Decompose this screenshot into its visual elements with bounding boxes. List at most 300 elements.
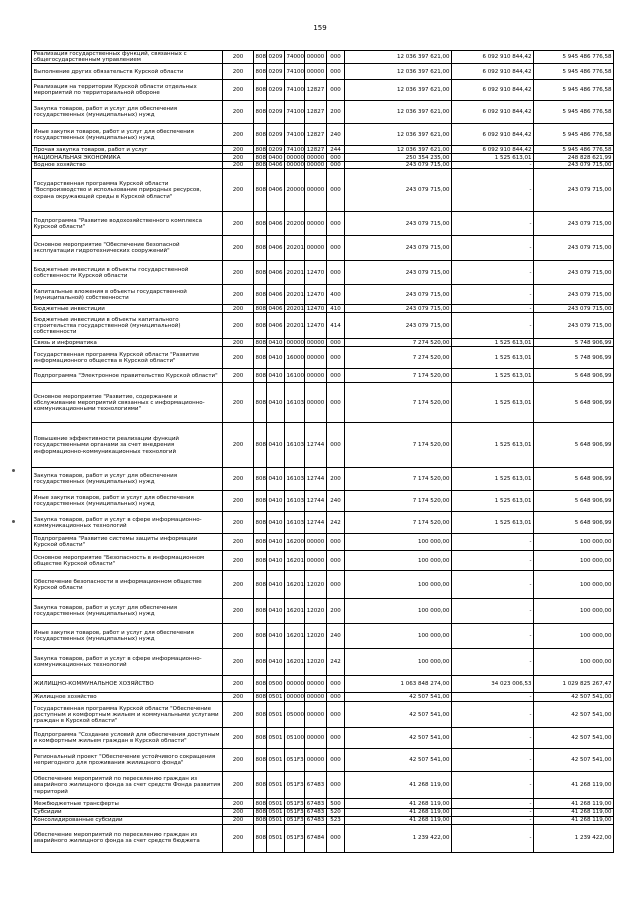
cell-ved: 808: [254, 599, 267, 624]
cell-s2: -: [452, 809, 534, 816]
cell-admin: 200: [223, 624, 254, 649]
cell-ved: 808: [254, 383, 267, 423]
cell-s2: 1 525 613,01: [452, 383, 534, 423]
cell-rz: 0410: [267, 468, 285, 491]
cell-rz: 0410: [267, 491, 285, 512]
cell-s1: 41 268 119,00: [345, 799, 452, 809]
cell-p2: 00000: [305, 702, 327, 728]
table-row: [32, 305, 614, 313]
cell-p2: 12470: [305, 261, 327, 285]
cell-vr: 000: [327, 369, 345, 383]
cell-ved: 808: [254, 80, 267, 101]
cell-s2: -: [452, 693, 534, 702]
cell-p1: 16103: [285, 512, 305, 534]
table-row: [32, 693, 614, 702]
cell-admin: 200: [223, 571, 254, 599]
cell-p1: 16201: [285, 571, 305, 599]
cell-admin: 200: [223, 162, 254, 169]
cell-s3: 100 000,00: [534, 551, 614, 571]
cell-admin: 200: [223, 80, 254, 101]
cell-s2: -: [452, 772, 534, 799]
cell-s3: 5 945 486 776,58: [534, 51, 614, 64]
cell-admin: 200: [223, 676, 254, 693]
cell-p1: 05000: [285, 702, 305, 728]
cell-s3: 42 507 541,00: [534, 728, 614, 749]
table-row: [32, 169, 614, 212]
cell-vr: 410: [327, 305, 345, 313]
cell-rz: 0501: [267, 749, 285, 772]
cell-ved: 808: [254, 512, 267, 534]
cell-ved: 808: [254, 649, 267, 676]
cell-s3: 42 507 541,00: [534, 749, 614, 772]
cell-p1: 20201: [285, 236, 305, 261]
cell-rz: 0209: [267, 124, 285, 146]
table-row: [32, 124, 614, 146]
cell-vr: 000: [327, 571, 345, 599]
cell-ved: 808: [254, 749, 267, 772]
cell-admin: 200: [223, 749, 254, 772]
cell-s3: 248 828 621,99: [534, 154, 614, 162]
cell-ved: 808: [254, 169, 267, 212]
cell-s3: 5 748 906,99: [534, 347, 614, 369]
cell-vr: 000: [327, 824, 345, 852]
cell-s2: -: [452, 551, 534, 571]
cell-vr: 520: [327, 809, 345, 816]
cell-ved: 808: [255, 154, 266, 161]
table-row: [32, 676, 614, 693]
cell-admin: 200: [223, 799, 254, 809]
table-row: [32, 534, 614, 551]
cell-rz: 0410: [267, 423, 285, 468]
cell-rz: 0209: [267, 80, 285, 101]
cell-ved: 808: [255, 694, 266, 701]
cell-s1: 1 063 848 274,00: [345, 676, 452, 693]
cell-name: Подпрограмма "Развитие водохозяйственного комплекса Курской области": [32, 212, 223, 236]
cell-p1: 74100: [285, 80, 305, 101]
cell-rz: 0410: [267, 369, 285, 383]
cell-ved: 808: [254, 64, 267, 80]
cell-p2: 00000: [305, 347, 327, 369]
cell-s3: 243 079 715,00: [534, 261, 614, 285]
cell-s2: -: [452, 816, 534, 824]
cell-admin: 200: [223, 64, 254, 80]
cell-s2: -: [452, 261, 534, 285]
cell-s3: 243 079 715,00: [534, 212, 614, 236]
cell-p1: 05100: [285, 728, 305, 749]
cell-admin: 200: [223, 512, 254, 534]
cell-p2: 12470: [305, 305, 327, 313]
cell-p2: 00000: [305, 51, 327, 64]
cell-rz: 0209: [267, 51, 285, 64]
cell-s3: 243 079 715,00: [534, 285, 614, 305]
cell-s1: 243 079 715,00: [345, 162, 452, 169]
cell-s1: 12 036 397 621,00: [345, 146, 452, 154]
cell-name: Бюджетные инвестиции: [32, 305, 223, 313]
cell-vr: 000: [327, 551, 345, 571]
cell-s3: 5 945 486 776,58: [534, 146, 614, 154]
cell-name: Иные закупки товаров, работ и услуг для обеспечения государственных (муниципальных) нужд: [32, 124, 223, 146]
table-row: [32, 599, 614, 624]
cell-s2: 1 525 613,01: [452, 491, 534, 512]
cell-vr: 400: [327, 285, 345, 305]
cell-s1: 41 268 119,00: [345, 816, 452, 824]
cell-name: Реализация государственных функций, связанных с общегосударственным управлением: [32, 51, 223, 64]
table-row: [32, 512, 614, 534]
cell-p1: 74100: [286, 146, 304, 153]
cell-rz: 0406: [267, 285, 285, 305]
cell-ved: 808: [254, 212, 267, 236]
cell-p2: 00000: [305, 693, 327, 702]
budget-table: [31, 50, 614, 853]
cell-p2: 00000: [305, 162, 327, 169]
cell-p1: 00000: [286, 339, 304, 346]
cell-vr: 000: [327, 423, 345, 468]
cell-s1: 12 036 397 621,00: [345, 80, 452, 101]
cell-admin: 200: [223, 154, 254, 162]
cell-name: Реализация на территории Курской области отдельных мероприятий по территориальной обороне: [32, 80, 223, 101]
cell-ved: 808: [254, 824, 267, 852]
table-row: [32, 236, 614, 261]
table-row: [32, 51, 614, 64]
cell-rz: 0501: [267, 772, 285, 799]
cell-admin: 200: [223, 383, 254, 423]
cell-p2: 12470: [305, 285, 327, 305]
cell-name: Государственная программа Курской области "Развитие информационного общества в Курской области": [32, 347, 223, 369]
cell-admin: 200: [223, 124, 254, 146]
cell-s3: 1 239 422,00: [534, 824, 614, 852]
cell-s1: 100 000,00: [345, 649, 452, 676]
cell-rz: 0501: [267, 728, 285, 749]
table-row: [32, 101, 614, 124]
cell-admin: 200: [223, 824, 254, 852]
cell-rz: 0410: [267, 383, 285, 423]
cell-s2: -: [452, 649, 534, 676]
cell-ved: 808: [254, 124, 267, 146]
cell-name: Закупка товаров, работ и услуг в сфере информационно-коммуникационных технологий: [32, 512, 223, 534]
cell-p1: 051F3: [285, 772, 305, 799]
cell-ved: 808: [254, 728, 267, 749]
cell-s1: 41 268 119,00: [345, 772, 452, 799]
cell-admin: 200: [223, 285, 254, 305]
cell-name: Основное мероприятие "Развитие, содержание и обслуживание мероприятий связанных с информационно-коммуникационными технологиями": [32, 383, 223, 423]
cell-name: Обеспечение мероприятий по переселению граждан из аварийного жилищного фонда за счет средств Фонда развития территорий: [32, 772, 223, 799]
cell-s3: 42 507 541,00: [534, 702, 614, 728]
cell-p1: 20201: [286, 305, 304, 312]
cell-vr: 000: [327, 162, 345, 169]
cell-name: Повышение эффективности реализации функций государственными органами за счет внедрения информационно-коммуникационных технологий: [32, 423, 223, 468]
cell-s2: 1 525 613,01: [452, 369, 534, 383]
cell-rz: 0410: [267, 347, 285, 369]
table-row: [32, 571, 614, 599]
cell-s1: 7 174 520,00: [345, 369, 452, 383]
cell-p1: 20000: [285, 169, 305, 212]
cell-p1: 051F3: [286, 817, 304, 824]
cell-p2: 12744: [305, 423, 327, 468]
cell-s2: -: [452, 285, 534, 305]
cell-vr: 000: [327, 676, 345, 693]
cell-s2: -: [452, 212, 534, 236]
cell-ved: 808: [254, 423, 267, 468]
cell-vr: 000: [327, 212, 345, 236]
cell-admin: 200: [223, 468, 254, 491]
cell-admin: 200: [223, 551, 254, 571]
cell-admin: 200: [223, 599, 254, 624]
cell-s1: 100 000,00: [345, 599, 452, 624]
cell-s3: 5 648 906,99: [534, 512, 614, 534]
cell-ved: 808: [255, 339, 266, 346]
cell-s1: 42 507 541,00: [345, 749, 452, 772]
cell-p1: 16201: [285, 599, 305, 624]
cell-p1: 20201: [285, 285, 305, 305]
cell-name: Обеспечение мероприятий по переселению граждан из аварийного жилищного фонда за счет средств бюджета: [32, 824, 223, 852]
cell-s3: 5 945 486 776,58: [534, 101, 614, 124]
cell-admin: 200: [223, 423, 254, 468]
cell-s2: 6 092 910 844,42: [452, 80, 534, 101]
table-row: [32, 468, 614, 491]
cell-p2: 00000: [305, 383, 327, 423]
cell-name: Выполнение других обязательств Курской области: [32, 64, 223, 80]
cell-s1: 7 174 520,00: [345, 423, 452, 468]
cell-ved: 808: [254, 261, 267, 285]
cell-ved: 808: [254, 236, 267, 261]
cell-name: Консолидированные субсидии: [32, 816, 223, 824]
cell-vr: 000: [327, 261, 345, 285]
cell-ved: 808: [254, 285, 267, 305]
cell-admin: 200: [223, 146, 254, 154]
cell-admin: 200: [223, 236, 254, 261]
cell-vr: 523: [327, 816, 345, 824]
cell-name: Капитальные вложения в объекты государственной (муниципальной) собственности: [32, 285, 223, 305]
cell-ved: 808: [254, 51, 267, 64]
cell-s3: 100 000,00: [534, 649, 614, 676]
cell-s1: 250 354 235,00: [345, 154, 452, 162]
table-row: [32, 339, 614, 347]
cell-vr: 000: [327, 728, 345, 749]
cell-p2: 00000: [305, 534, 327, 551]
cell-s3: 5 648 906,99: [534, 369, 614, 383]
cell-p2: 00000: [305, 154, 327, 162]
cell-name: Бюджетные инвестиции в объекты капитального строительства государственной (муниципальной) собственности: [32, 313, 223, 339]
cell-p1: 051F3: [286, 809, 304, 816]
cell-admin: 200: [223, 347, 254, 369]
cell-admin: 200: [223, 51, 254, 64]
cell-s1: 243 079 715,00: [345, 169, 452, 212]
cell-p1: 16103: [285, 423, 305, 468]
table-row: [32, 212, 614, 236]
cell-p2: 12020: [305, 599, 327, 624]
cell-vr: 000: [327, 702, 345, 728]
cell-ved: 808: [254, 624, 267, 649]
cell-s3: 243 079 715,00: [534, 169, 614, 212]
cell-ved: 808: [254, 534, 267, 551]
cell-admin: 200: [223, 313, 254, 339]
cell-vr: 000: [327, 749, 345, 772]
cell-p2: 00000: [305, 169, 327, 212]
cell-vr: 000: [327, 154, 345, 162]
cell-ved: 808: [254, 347, 267, 369]
cell-vr: 000: [327, 693, 345, 702]
cell-name: Основное мероприятие "Безопасность в информационном обществе Курской области": [32, 551, 223, 571]
cell-name: Обеспечение безопасности в информационном обществе Курской области: [32, 571, 223, 599]
cell-s2: -: [452, 313, 534, 339]
cell-s2: -: [452, 749, 534, 772]
cell-vr: 200: [327, 468, 345, 491]
cell-p1: 16103: [285, 491, 305, 512]
cell-s3: 1 029 825 267,47: [534, 676, 614, 693]
cell-p1: 20200: [285, 212, 305, 236]
cell-admin: 200: [223, 702, 254, 728]
cell-p2: 00000: [305, 749, 327, 772]
cell-s2: 6 092 910 844,42: [452, 146, 534, 154]
table-row: [32, 809, 614, 816]
cell-rz: 0209: [267, 64, 285, 80]
cell-ved: 808: [254, 571, 267, 599]
cell-rz: 0406: [268, 162, 283, 169]
cell-admin: 200: [223, 101, 254, 124]
cell-name: Закупка товаров, работ и услуг для обеспечения государственных (муниципальных) нужд: [32, 101, 223, 124]
cell-rz: 0410: [267, 534, 285, 551]
table-row: [32, 799, 614, 809]
cell-p1: 16100: [285, 369, 305, 383]
cell-s1: 7 174 520,00: [345, 383, 452, 423]
cell-ved: 808: [254, 313, 267, 339]
cell-s1: 12 036 397 621,00: [345, 64, 452, 80]
cell-s3: 243 079 715,00: [534, 313, 614, 339]
cell-admin: 200: [223, 809, 254, 816]
cell-s2: 1 525 613,01: [452, 154, 534, 162]
cell-rz: 0501: [268, 694, 283, 701]
cell-admin: 200: [223, 534, 254, 551]
cell-name: НАЦИОНАЛЬНАЯ ЭКОНОМИКА: [32, 154, 223, 162]
cell-s1: 7 174 520,00: [345, 468, 452, 491]
cell-s3: 5 945 486 776,58: [534, 124, 614, 146]
cell-s1: 12 036 397 621,00: [345, 124, 452, 146]
cell-ved: 808: [255, 305, 266, 312]
cell-vr: 244: [327, 146, 345, 154]
table-row: [32, 261, 614, 285]
cell-s2: 1 525 613,01: [452, 339, 534, 347]
table-row: [32, 491, 614, 512]
cell-s2: 1 525 613,01: [452, 347, 534, 369]
cell-vr: 000: [327, 383, 345, 423]
cell-s3: 100 000,00: [534, 571, 614, 599]
cell-admin: 200: [223, 649, 254, 676]
table-row: [32, 772, 614, 799]
cell-ved: 808: [255, 809, 266, 816]
cell-vr: 240: [327, 491, 345, 512]
cell-vr: 200: [327, 599, 345, 624]
cell-p2: 12020: [305, 649, 327, 676]
cell-s2: -: [452, 799, 534, 809]
cell-s1: 100 000,00: [345, 534, 452, 551]
cell-s1: 7 174 520,00: [345, 512, 452, 534]
cell-s1: 12 036 397 621,00: [345, 51, 452, 64]
cell-admin: 200: [223, 816, 254, 824]
cell-p1: 16200: [285, 534, 305, 551]
cell-s3: 41 268 119,00: [534, 772, 614, 799]
cell-ved: 808: [255, 146, 266, 153]
cell-s1: 243 079 715,00: [345, 285, 452, 305]
cell-p2: 12827: [305, 101, 327, 124]
cell-p2: 12470: [305, 313, 327, 339]
cell-ved: 808: [254, 676, 267, 693]
cell-ved: 808: [254, 772, 267, 799]
cell-ved: 808: [254, 491, 267, 512]
scan-mark: [12, 520, 15, 523]
cell-name: Государственная программа Курской области "Обеспечение доступным и комфортным жильем и коммунальными услугами граждан в Курской области": [32, 702, 223, 728]
cell-p1: 20201: [285, 313, 305, 339]
cell-rz: 0501: [267, 702, 285, 728]
cell-s2: 6 092 910 844,42: [452, 124, 534, 146]
cell-p2: 12744: [305, 468, 327, 491]
cell-s1: 7 274 520,00: [345, 347, 452, 369]
cell-s2: -: [452, 534, 534, 551]
cell-s3: 243 079 715,00: [534, 305, 614, 313]
cell-p1: 74100: [285, 64, 305, 80]
cell-vr: 414: [327, 313, 345, 339]
cell-vr: 000: [327, 80, 345, 101]
cell-s2: -: [452, 728, 534, 749]
cell-rz: 0500: [267, 676, 285, 693]
cell-name: Связь и информатика: [32, 339, 223, 347]
cell-p2: 00000: [305, 212, 327, 236]
page-number: 159: [313, 24, 327, 32]
cell-s1: 42 507 541,00: [345, 693, 452, 702]
cell-p1: 20201: [285, 261, 305, 285]
table-row: [32, 728, 614, 749]
cell-admin: 200: [223, 212, 254, 236]
cell-ved: 808: [254, 799, 267, 809]
cell-name: Иные закупки товаров, работ и услуг для обеспечения государственных (муниципальных) нужд: [32, 624, 223, 649]
cell-s1: 243 079 715,00: [345, 305, 452, 313]
cell-s2: 34 023 006,53: [452, 676, 534, 693]
cell-s2: -: [452, 599, 534, 624]
cell-s2: -: [452, 305, 534, 313]
cell-s3: 5 748 906,99: [534, 339, 614, 347]
cell-vr: 000: [327, 64, 345, 80]
cell-rz: 0406: [267, 261, 285, 285]
cell-p1: 00000: [286, 154, 304, 161]
cell-p2: 12827: [305, 80, 327, 101]
cell-p2: 00000: [305, 676, 327, 693]
cell-s2: -: [452, 702, 534, 728]
cell-rz: 0406: [267, 169, 285, 212]
cell-p1: 00000: [285, 676, 305, 693]
cell-p2: 67483: [305, 799, 327, 809]
cell-vr: 000: [327, 169, 345, 212]
cell-ved: 808: [255, 817, 266, 824]
cell-name: Закупка товаров, работ и услуг для обеспечения государственных (муниципальных) нужд: [32, 468, 223, 491]
cell-s3: 100 000,00: [534, 624, 614, 649]
cell-name: ЖИЛИЩНО-КОММУНАЛЬНОЕ ХОЗЯЙСТВО: [32, 676, 223, 693]
cell-s1: 1 239 422,00: [345, 824, 452, 852]
cell-s1: 100 000,00: [345, 624, 452, 649]
cell-p1: 74000: [285, 51, 305, 64]
cell-rz: 0410: [268, 339, 283, 346]
cell-ved: 808: [254, 369, 267, 383]
cell-name: Региональный проект "Обеспечение устойчивого сокращения непригодного для проживания жилищного фонда": [32, 749, 223, 772]
cell-s3: 41 268 119,00: [534, 816, 614, 824]
cell-rz: 0406: [267, 313, 285, 339]
table-row: [32, 383, 614, 423]
cell-p2: 12827: [305, 124, 327, 146]
cell-admin: 200: [223, 728, 254, 749]
cell-s2: -: [452, 162, 534, 169]
cell-p2: 67483: [305, 772, 327, 799]
cell-p2: 00000: [305, 339, 327, 347]
table-row: [32, 702, 614, 728]
cell-s3: 100 000,00: [534, 534, 614, 551]
